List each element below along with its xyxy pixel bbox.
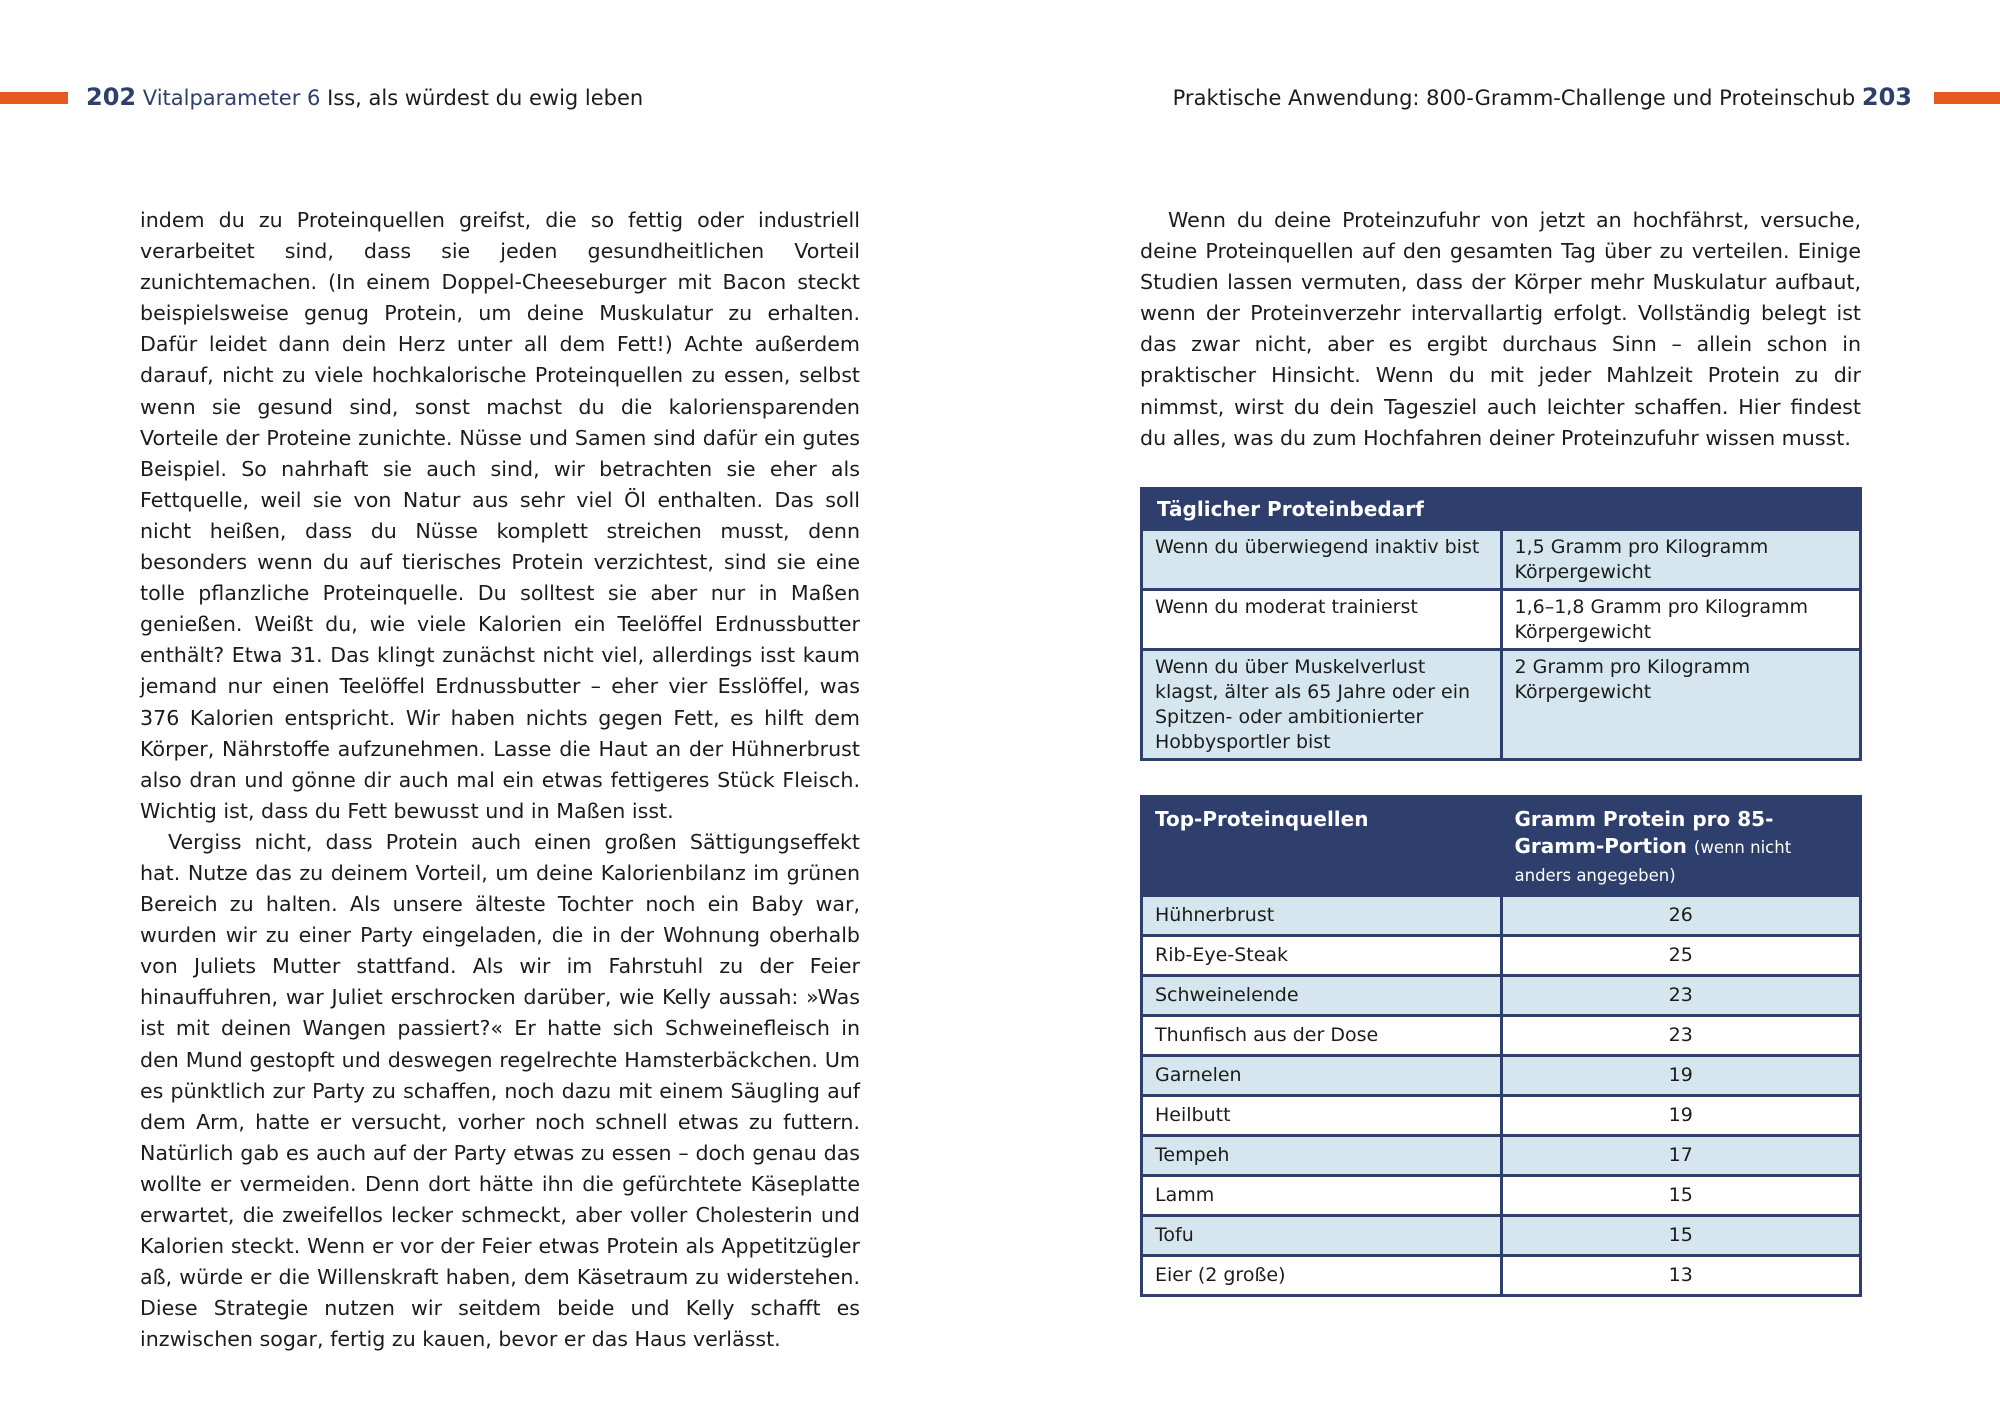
running-header-left [86,80,643,114]
table-cell-food: Eier (2 große) [1142,1256,1502,1296]
page-number-right: 203 [1861,83,1912,111]
body-paragraph: Wenn du deine Proteinzufuhr von jetzt an hochfährst, versuche, deine Proteinquellen auf den gesamten Tag über zu verteilen. Einige Studien lassen vermuten, dass der Körper mehr Muskulatur aufbaut, wenn der Proteinverzehr intervallartig erfolgt. Vollständig belegt ist das zwar nicht, aber es ergibt durchaus Sinn – allein schon in praktischer Hinsicht. Wenn du mit jeder Mahlzeit Protein zu dir nimmst, wirst du dein Tagesziel auch leichter schaffen. Hier findest du alles, was du zum Hochfahren deiner Proteinzufuhr wissen musst. [1140,208,1861,450]
table-cell-amount: 2 Gramm pro Kilogramm Körpergewicht [1501,650,1861,760]
table-cell-food: Tempeh [1142,1136,1502,1176]
daily-protein-table [1140,487,1862,761]
header-accent-bar-left [0,92,68,104]
table-cell-condition: Wenn du moderat trainierst [1142,590,1502,650]
table-row [1142,1136,1861,1176]
table-row [1142,590,1861,650]
table-cell-protein: 13 [1501,1256,1861,1296]
table-row [1142,1216,1861,1256]
table-title: Täglicher Proteinbedarf [1142,489,1861,530]
table-cell-protein: 15 [1501,1176,1861,1216]
column-header-protein-label: Gramm Protein pro 85-Gramm-Portion [1514,807,1774,858]
header-accent-bar-right [1934,92,2000,104]
protein-sources-table [1140,795,1862,1297]
table-row [1142,936,1861,976]
chapter-label: Vitalparameter 6 [142,86,321,110]
table-cell-food: Schweinelende [1142,976,1502,1016]
table-cell-protein: 15 [1501,1216,1861,1256]
table-cell-protein: 23 [1501,1016,1861,1056]
section-title: Praktische Anwendung: 800-Gramm-Challenge und Proteinschub [1172,86,1856,110]
left-column-body [140,205,860,1355]
chapter-title: Iss, als würdest du ewig leben [327,86,644,110]
column-header-food: Top-Proteinquellen [1142,797,1502,896]
column-header-protein [1501,797,1861,896]
table-row [1142,650,1861,760]
table-cell-food: Heilbutt [1142,1096,1502,1136]
running-header-right [1173,80,1912,114]
table-cell-condition: Wenn du überwiegend inaktiv bist [1142,530,1502,590]
table-cell-food: Hühnerbrust [1142,896,1502,936]
page-number-left: 202 [86,83,137,111]
table-cell-protein: 19 [1501,1056,1861,1096]
table-cell-protein: 25 [1501,936,1861,976]
column-header-note: (wenn nicht anders angegeben) [1514,838,1792,885]
body-paragraph: Vergiss nicht, dass Protein auch einen großen Sättigungseffekt hat. Nutze das zu deinem Vorteil, um deine Kalorienbilanz im grünen Bereich zu halten. Als unsere älteste Tochter noch ein Baby war, wurden wir zu einer Party eingeladen, die in der Wohnung oberhalb von Juliets Mutter stattfand. Als wir im Fahrstuhl zu der Feier hinauffuhren, war Juliet erschrocken darüber, wie Kelly aussah: »Was ist mit deinen Wangen passiert?« Er hatte sich Schweinefleisch in den Mund gestopft und deswegen regelrechte Hamsterbäckchen. Um es pünktlich zur Party zu schaffen, noch dazu mit einem Säugling auf dem Arm, hatte er versucht, vorher noch schnell etwas zu futtern. Natürlich gab es auch auf der Party etwas zu essen – doch genau das wollte er vermeiden. Denn dort hätte ihn die gefürchtete Käseplatte erwartet, die zweifellos lecker schmeckt, aber voller Cholesterin und Kalorien steckt. Wenn er vor der Feier etwas Protein als Appetitzügler aß, würde er die Willenskraft haben, dem Käsetraum zu widerstehen. Diese Strategie nutzen wir seitdem beide und Kelly schafft es inzwischen sogar, fertig zu kauen, bevor er das Haus verlässt. [140,829,860,1352]
table-cell-food: Rib-Eye-Steak [1142,936,1502,976]
table-cell-condition: Wenn du über Muskelverlust klagst, älter als 65 Jahre oder ein Spitzen- oder ambitionierter Hobbysportler bist [1142,650,1502,760]
table-row [1142,530,1861,590]
body-paragraph: indem du zu Proteinquellen greifst, die so fettig oder industriell verarbeitet sind, dass sie jeden gesundheitlichen Vorteil zunichtemachen. (In einem Doppel-Cheeseburger mit Bacon steckt beispielsweise genug Protein, um deine Muskulatur zu erhalten. Dafür leidet dann dein Herz unter all dem Fett!) Achte außerdem darauf, nicht zu viele hochkalorische Proteinquellen zu essen, selbst wenn sie gesund sind, sonst machst du die kaloriensparenden Vorteile der Proteine zunichte. Nüsse und Samen sind dafür ein gutes Beispiel. So nahrhaft sie auch sind, wir betrachten sie eher als Fettquelle, weil sie von Natur aus sehr viel Öl enthalten. Das soll nicht heißen, dass du Nüsse komplett streichen musst, denn besonders wenn du auf tierisches Protein verzichtest, sind sie eine tolle pflanzliche Proteinquelle. Du solltest sie aber nur in Maßen genießen. Weißt du, wie viele Kalorien ein Teelöffel Erdnussbutter enthält? Etwa 31. Das klingt zunächst nicht viel, allerdings isst kaum jemand nur einen Teelöffel Erdnussbutter – eher vier Esslöffel, was 376 Kalorien entspricht. Wir haben nichts gegen Fett, es hilft dem Körper, Nährstoffe aufzunehmen. Lasse die Haut an der Hühnerbrust also dran und gönne dir auch mal ein etwas fettigeres Stück Fleisch. Wichtig ist, dass du Fett bewusst und in Maßen isst. [140,208,860,823]
table-row [1142,896,1861,936]
table-cell-amount: 1,5 Gramm pro Kilogramm Körpergewicht [1501,530,1861,590]
table-cell-amount: 1,6–1,8 Gramm pro Kilogramm Körpergewicht [1501,590,1861,650]
table-cell-protein: 26 [1501,896,1861,936]
table-cell-protein: 23 [1501,976,1861,1016]
table-row [1142,1056,1861,1096]
right-column-body [1140,205,1861,454]
table-cell-food: Garnelen [1142,1056,1502,1096]
table-cell-food: Thunfisch aus der Dose [1142,1016,1502,1056]
table-row [1142,1256,1861,1296]
table-row [1142,1016,1861,1056]
table-cell-protein: 17 [1501,1136,1861,1176]
table-cell-food: Lamm [1142,1176,1502,1216]
table-cell-food: Tofu [1142,1216,1502,1256]
table-row [1142,976,1861,1016]
table-cell-protein: 19 [1501,1096,1861,1136]
table-row [1142,1096,1861,1136]
table-row [1142,1176,1861,1216]
